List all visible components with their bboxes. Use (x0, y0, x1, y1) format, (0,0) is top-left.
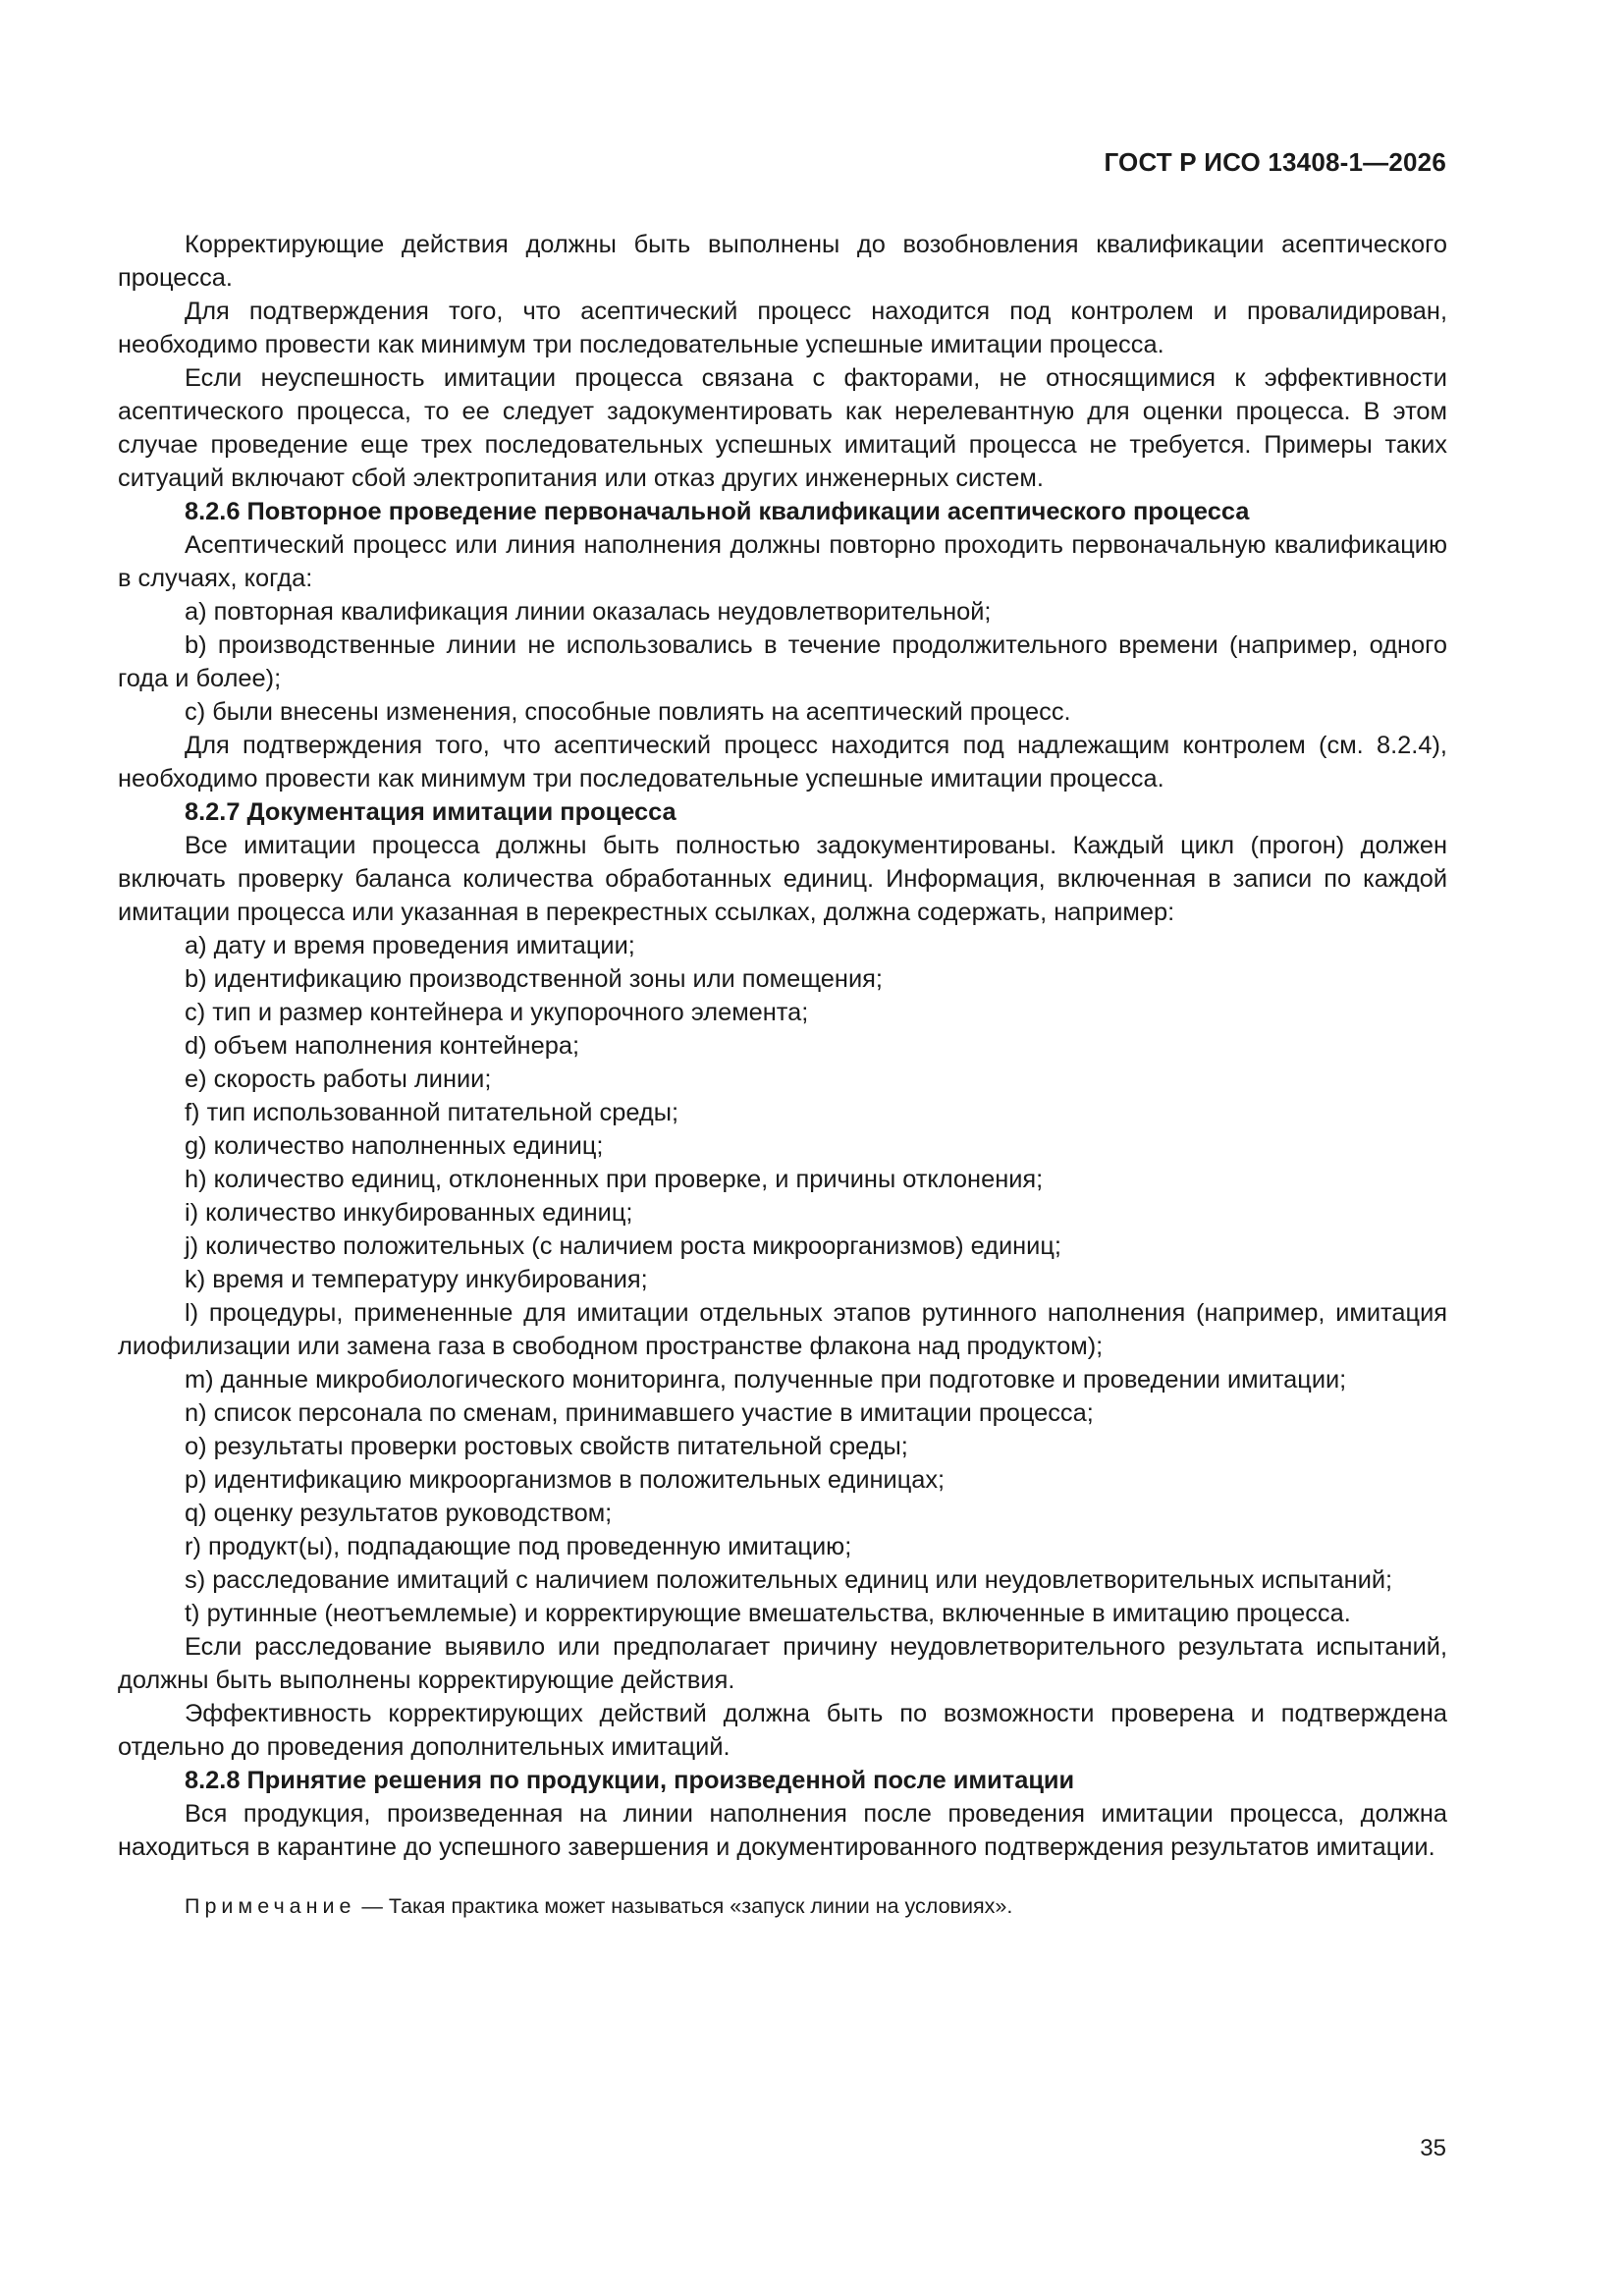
list-item: t) рутинные (неотъемлемые) и корректирующие вмешательства, включенные в имитацию процесса. (185, 1600, 1351, 1627)
list-item: i) количество инкубированных единиц; (185, 1199, 633, 1227)
paragraph: Все имитации процесса должны быть полностью задокументированы. Каждый цикл (прогон) должен включать проверку баланса количества обработанных единиц. Информация, включенная в записи по каждой имитации процесса или указанная в перекрестных ссылках, должна содержать, например: (118, 832, 1447, 926)
list-item: m) данные микробиологического мониторинга, полученные при подготовке и проведении имитации; (185, 1366, 1347, 1394)
list-item: s) расследование имитаций с наличием положительных единиц или неудовлетворительных испытаний; (185, 1566, 1393, 1594)
paragraph: Вся продукция, произведенная на линии наполнения после проведения имитации процесса, должна находиться в карантине до успешного завершения и документированного подтверждения результатов имитации. (118, 1800, 1447, 1861)
document-code: ГОСТ Р ИСО 13408-1—2026 (1104, 147, 1446, 177)
note-text: — Такая практика может называться «запуск линии на условиях». (355, 1894, 1013, 1918)
list-item: p) идентификацию микроорганизмов в положительных единицах; (185, 1466, 946, 1494)
paragraph: Асептический процесс или линия наполнения должны повторно проходить первоначальную квалификацию в случаях, когда: (118, 531, 1447, 592)
page-body (118, 228, 1447, 1921)
list-item: b) идентификацию производственной зоны или помещения; (185, 965, 883, 993)
paragraph: Для подтверждения того, что асептический процесс находится под надлежащим контролем (см. 8.2.4), необходимо провести как минимум три последовательные успешные имитации процесса. (118, 732, 1447, 793)
list-item: l) процедуры, примененные для имитации отдельных этапов рутинного наполнения (например, имитация лиофилизации или замена газа в свободном пространстве флакона над продуктом); (118, 1299, 1447, 1360)
list-item: b) производственные линии не использовались в течение продолжительного времени (например, одного года и более); (118, 631, 1447, 692)
list-item: a) повторная квалификация линии оказалась неудовлетворительной; (185, 598, 992, 626)
paragraph: Эффективность корректирующих действий должна быть по возможности проверена и подтверждена отдельно до проведения дополнительных имитаций. (118, 1700, 1447, 1761)
list-item: o) результаты проверки ростовых свойств питательной среды; (185, 1433, 908, 1460)
paragraph: Если неуспешность имитации процесса связана с факторами, не относящимися к эффективности асептического процесса, то ее следует задокументировать как нерелевантную для оценки процесса. В этом случае проведение еще трех последовательных успешных имитаций процесса не требуется. Примеры таких ситуаций включают сбой электропитания или отказ других инженерных систем. (118, 364, 1447, 492)
page-number: 35 (1420, 2135, 1446, 2161)
paragraph: Корректирующие действия должны быть выполнены до возобновления квалификации асептического процесса. (118, 231, 1447, 292)
section-heading-8-2-8: 8.2.8 Принятие решения по продукции, произведенной после имитации (185, 1767, 1075, 1794)
list-item: n) список персонала по сменам, принимавшего участие в имитации процесса; (185, 1399, 1094, 1427)
list-item: q) оценку результатов руководством; (185, 1500, 613, 1527)
list-item: a) дату и время проведения имитации; (185, 932, 635, 959)
note-label: Примечание (185, 1894, 356, 1918)
list-item: d) объем наполнения контейнера; (185, 1032, 579, 1060)
list-item: j) количество положительных (с наличием роста микроорганизмов) единиц; (185, 1232, 1061, 1260)
list-item: c) тип и размер контейнера и укупорочного элемента; (185, 999, 809, 1026)
note (118, 1891, 1447, 1921)
list-item: h) количество единиц, отклоненных при проверке, и причины отклонения; (185, 1166, 1044, 1193)
section-heading-8-2-7: 8.2.7 Документация имитации процесса (185, 798, 676, 826)
paragraph: Для подтверждения того, что асептический процесс находится под контролем и провалидирован, необходимо провести как минимум три последовательные успешные имитации процесса. (118, 298, 1447, 358)
list-item: g) количество наполненных единиц; (185, 1132, 604, 1160)
list-item: r) продукт(ы), подпадающие под проведенную имитацию; (185, 1533, 852, 1560)
section-heading-8-2-6: 8.2.6 Повторное проведение первоначальной квалификации асептического процесса (185, 498, 1250, 525)
list-item: k) время и температуру инкубирования; (185, 1266, 648, 1293)
list-item: c) были внесены изменения, способные повлиять на асептический процесс. (185, 698, 1071, 726)
list-item: f) тип использованной питательной среды; (185, 1099, 679, 1126)
list-item: e) скорость работы линии; (185, 1066, 492, 1093)
paragraph: Если расследование выявило или предполагает причину неудовлетворительного результата испытаний, должны быть выполнены корректирующие действия. (118, 1633, 1447, 1694)
